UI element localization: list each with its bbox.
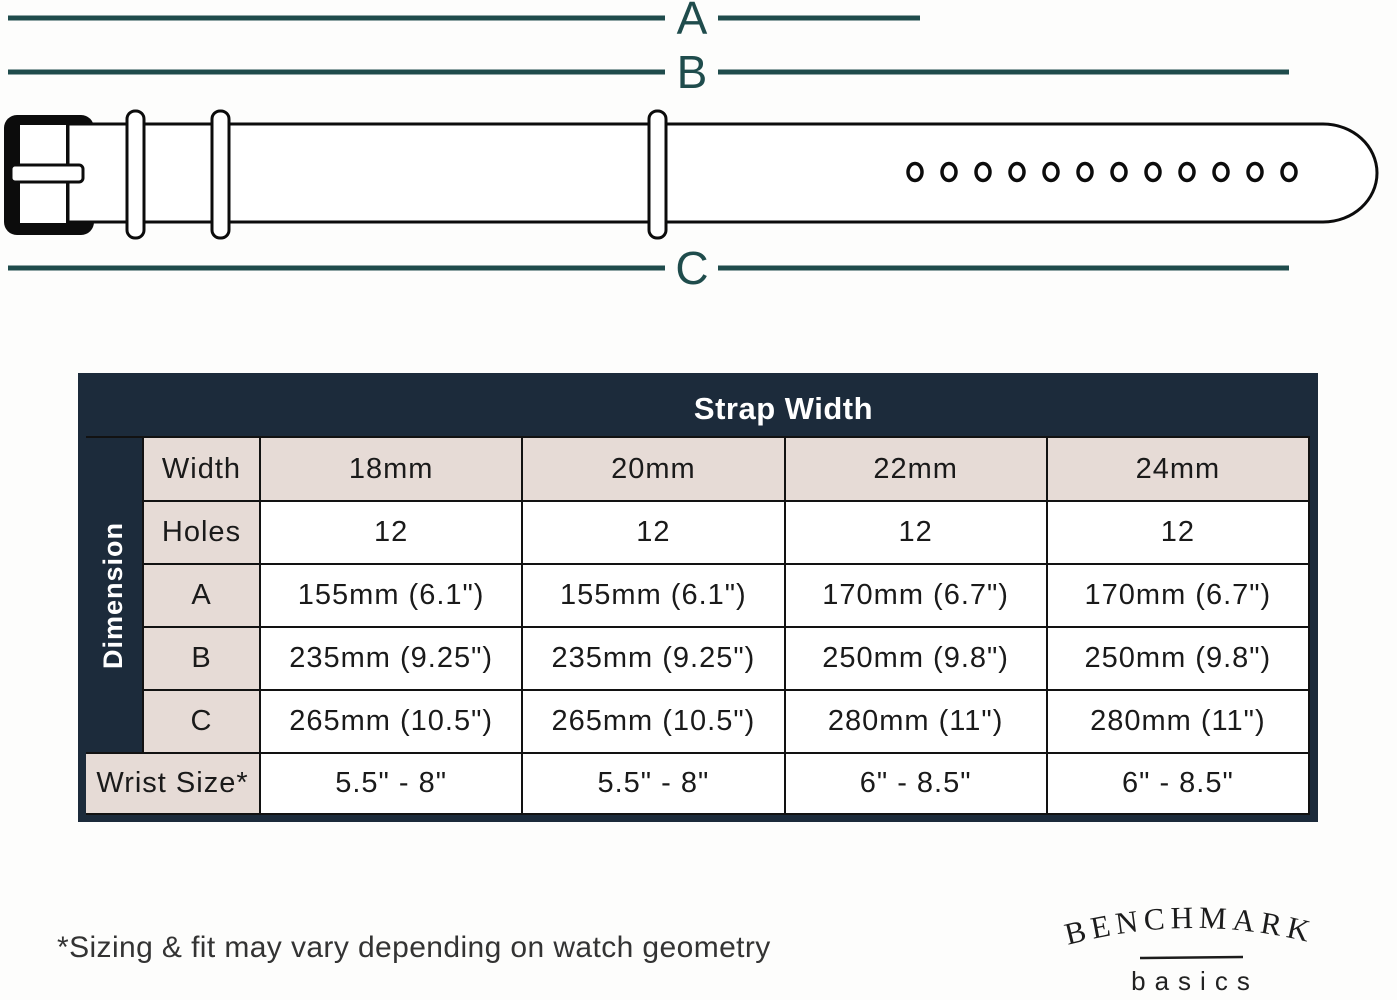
table-cell: 265mm (10.5")	[523, 691, 783, 752]
header-cell-20mm: 20mm	[523, 438, 783, 500]
table-cell: 12	[1048, 502, 1308, 563]
table-cell: 155mm (6.1")	[261, 565, 521, 626]
row-label-holes: Holes	[144, 502, 259, 563]
logo-wordmark: BENCHMARK	[1060, 899, 1319, 952]
row-label-b: B	[144, 628, 259, 689]
row-label-wrist-size: Wrist Size*	[86, 754, 259, 813]
measurement-label-a: A	[676, 0, 708, 44]
logo-subtitle: basics	[1131, 966, 1259, 996]
table-cell: 250mm (9.8")	[786, 628, 1046, 689]
strap-keeper-3	[649, 111, 666, 238]
table-cell: 235mm (9.25")	[523, 628, 783, 689]
table-cell: 250mm (9.8")	[1048, 628, 1308, 689]
measurement-label-b: B	[676, 46, 708, 98]
table-cell: 6" - 8.5"	[786, 754, 1046, 813]
table-cell: 265mm (10.5")	[261, 691, 521, 752]
header-cell-24mm: 24mm	[1048, 438, 1308, 500]
sizing-footnote: *Sizing & fit may vary depending on watch geometry	[57, 931, 771, 964]
table-cell: 170mm (6.7")	[786, 565, 1046, 626]
benchmark-basics-logo	[1040, 886, 1340, 1000]
strap-keeper-1	[127, 111, 144, 238]
table-cell: 12	[261, 502, 521, 563]
header-cell-width: Width	[144, 438, 259, 500]
table-cell: 280mm (11")	[1048, 691, 1308, 752]
strap-keeper-2	[212, 111, 229, 238]
table-cell: 5.5" - 8"	[261, 754, 521, 813]
table-cell: 235mm (9.25")	[261, 628, 521, 689]
dimension-sidebar-label: Dimension	[98, 521, 129, 669]
header-cell-22mm: 22mm	[786, 438, 1046, 500]
dimension-sidebar	[86, 438, 142, 752]
table-cell: 170mm (6.7")	[1048, 565, 1308, 626]
table-cell: 5.5" - 8"	[523, 754, 783, 813]
table-cell: 280mm (11")	[786, 691, 1046, 752]
table-cell: 12	[786, 502, 1046, 563]
table-title: Strap Width	[693, 390, 874, 426]
measurement-label-c: C	[675, 242, 709, 294]
table-cell: 155mm (6.1")	[523, 565, 783, 626]
table-cell: 6" - 8.5"	[1048, 754, 1308, 813]
row-label-a: A	[144, 565, 259, 626]
strap-diagram	[0, 0, 1397, 320]
table-cell: 12	[523, 502, 783, 563]
buckle-prong-icon	[11, 165, 83, 182]
header-cell-18mm: 18mm	[261, 438, 521, 500]
row-label-c: C	[144, 691, 259, 752]
logo-divider	[1140, 957, 1243, 958]
svg-text:BENCHMARK	[1061, 900, 1319, 952]
sizing-table	[78, 373, 1318, 822]
